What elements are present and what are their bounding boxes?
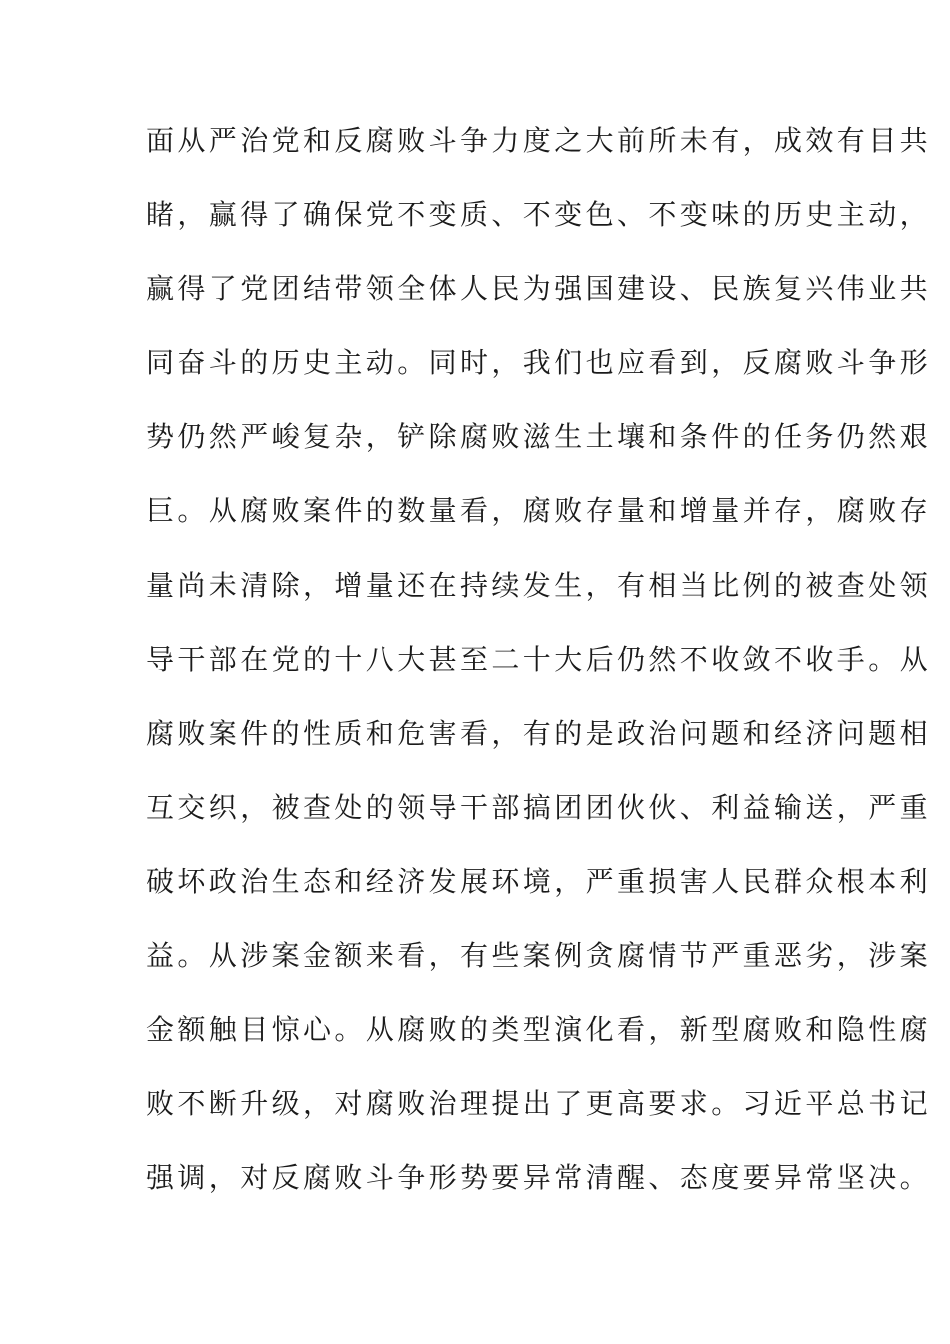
text-line: 同奋斗的历史主动。同时，我们也应看到，反腐败斗争形: [146, 346, 932, 380]
text-line: 量尚未清除，增量还在持续发生，有相当比例的被查处领: [146, 568, 932, 602]
text-line: 破坏政治生态和经济发展环境，严重损害人民群众根本利: [146, 864, 932, 898]
body-paragraph: [146, 118, 932, 1229]
text-line: 益。从涉案金额来看，有些案例贪腐情节严重恶劣，涉案: [146, 939, 932, 973]
text-line: 睹，赢得了确保党不变质、不变色、不变味的历史主动，: [146, 198, 932, 232]
text-line: 面从严治党和反腐败斗争力度之大前所未有，成效有目共: [146, 124, 932, 157]
text-line: 导干部在党的十八大甚至二十大后仍然不收敛不收手。从: [146, 642, 932, 676]
text-line: 腐败案件的性质和危害看，有的是政治问题和经济问题相: [146, 716, 932, 750]
text-line: 互交织，被查处的领导干部搞团团伙伙、利益输送，严重: [146, 790, 932, 824]
text-line: 强调，对反腐败斗争形势要异常清醒、态度要异常坚决。: [146, 1161, 932, 1195]
text-line: 赢得了党团结带领全体人民为强国建设、民族复兴伟业共: [146, 272, 932, 306]
text-line: 巨。从腐败案件的数量看，腐败存量和增量并存，腐败存: [146, 494, 932, 528]
text-line: 势仍然严峻复杂，铲除腐败滋生土壤和条件的任务仍然艰: [146, 420, 932, 454]
text-line: 败不断升级，对腐败治理提出了更高要求。习近平总书记: [146, 1087, 932, 1121]
text-line: 金额触目惊心。从腐败的类型演化看，新型腐败和隐性腐: [146, 1013, 932, 1047]
